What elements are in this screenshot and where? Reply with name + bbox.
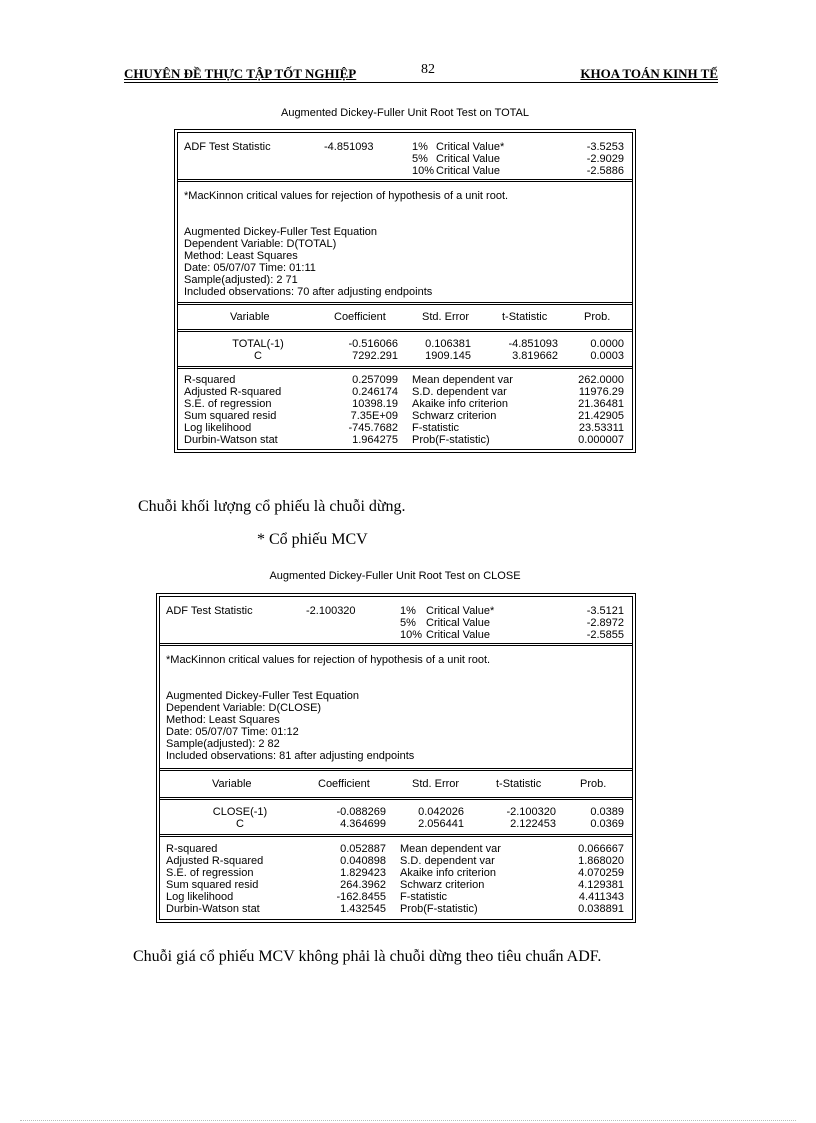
stat-label: Adjusted R-squared: [184, 386, 282, 398]
crit-value: -2.5886: [586, 165, 624, 177]
adf-label: ADF Test Statistic: [184, 141, 271, 153]
eq-line: Included observations: 81 after adjusting endpoints: [166, 750, 415, 762]
stat-label: Akaike info criterion: [400, 867, 496, 879]
stat-value: 0.000007: [578, 434, 624, 446]
stat-value: 1.868020: [578, 855, 624, 867]
stat-label: Durbin-Watson stat: [166, 903, 260, 915]
stat-label: S.E. of regression: [184, 398, 272, 410]
row-std-error: 0.106381: [425, 338, 471, 350]
row-coefficient: 4.364699: [340, 818, 386, 830]
stat-value: 0.038891: [578, 903, 624, 915]
page-number: 82: [421, 62, 435, 77]
col-header: t-Statistic: [502, 311, 548, 323]
eq-line: Date: 05/07/07 Time: 01:11: [184, 262, 316, 274]
eq-line: Augmented Dickey-Fuller Test Equation: [166, 690, 360, 702]
stat-label: Sum squared resid: [166, 879, 259, 891]
adf-section: [160, 597, 632, 646]
stat-label: R-squared: [184, 374, 236, 386]
stat-value: 0.246174: [352, 386, 398, 398]
stat-label: Schwarz criterion: [400, 879, 485, 891]
stat-value: 7.35E+09: [350, 410, 398, 422]
stat-label: Mean dependent var: [400, 843, 501, 855]
row-std-error: 0.042026: [418, 806, 464, 818]
stat-value: -162.8455: [336, 891, 386, 903]
stat-label: Akaike info criterion: [412, 398, 508, 410]
stat-label: S.E. of regression: [166, 867, 254, 879]
crit-level: 10%: [400, 629, 423, 641]
row-variable: TOTAL(-1): [232, 338, 284, 350]
stat-value: 23.53311: [578, 422, 624, 434]
row-t-statistic: -4.851093: [508, 338, 558, 350]
row-prob: 0.0003: [590, 350, 624, 362]
paragraph-conclusion-2: Chuỗi giá cổ phiếu MCV không phải là chuỗi dừng theo tiêu chuẩn ADF.: [133, 948, 602, 965]
crit-value: -2.8972: [586, 617, 624, 629]
adf-section: [178, 133, 632, 182]
stat-label: Prob(F-statistic): [400, 903, 478, 915]
stat-label: Schwarz criterion: [412, 410, 497, 422]
eq-line: Augmented Dickey-Fuller Test Equation: [184, 226, 378, 238]
stat-label: Log likelihood: [184, 422, 252, 434]
coefficient-rows: [160, 800, 632, 837]
col-header: Variable: [212, 778, 252, 790]
crit-label: Critical Value: [436, 165, 500, 177]
column-headers: [178, 305, 632, 332]
crit-level: 10%: [412, 165, 435, 177]
equation-section: [160, 646, 632, 771]
adf-label: ADF Test Statistic: [166, 605, 253, 617]
statistics-section: [178, 369, 632, 449]
row-variable: C: [254, 350, 262, 362]
header-left-title: CHUYÊN ĐỀ THỰC TẬP TỐT NGHIỆP: [124, 66, 357, 81]
col-header: Prob.: [584, 311, 611, 323]
crit-level: 5%: [400, 617, 416, 629]
crit-label: Critical Value: [436, 153, 500, 165]
crit-level: 1%: [412, 141, 428, 153]
row-std-error: 1909.145: [425, 350, 471, 362]
crit-value: -3.5121: [586, 605, 624, 617]
eq-line: Dependent Variable: D(TOTAL): [184, 238, 337, 250]
eq-line: Sample(adjusted): 2 71: [184, 274, 298, 286]
stat-value: 0.040898: [340, 855, 386, 867]
row-variable: CLOSE(-1): [212, 806, 268, 818]
row-t-statistic: -2.100320: [506, 806, 556, 818]
stat-label: S.D. dependent var: [400, 855, 495, 867]
eq-line: Method: Least Squares: [184, 250, 298, 262]
adf-value: -2.100320: [306, 605, 356, 617]
coefficient-rows: [178, 332, 632, 369]
row-t-statistic: 2.122453: [510, 818, 556, 830]
crit-level: 1%: [400, 605, 416, 617]
row-coefficient: -0.516066: [348, 338, 398, 350]
crit-label: Critical Value: [426, 629, 490, 641]
stat-value: 4.129381: [578, 879, 624, 891]
eq-line: Date: 05/07/07 Time: 01:12: [166, 726, 299, 738]
crit-label: Critical Value*: [426, 605, 495, 617]
col-header: t-Statistic: [496, 778, 542, 790]
stat-value: 264.3962: [340, 879, 386, 891]
stat-value: -745.7682: [348, 422, 398, 434]
equation-section: [178, 182, 632, 305]
row-prob: 0.0389: [590, 806, 624, 818]
stat-value: 0.257099: [352, 374, 398, 386]
col-header: Prob.: [580, 778, 607, 790]
table1-box: [174, 129, 636, 453]
table2-title: Augmented Dickey-Fuller Unit Root Test on CLOSE: [269, 570, 521, 582]
stat-label: Mean dependent var: [412, 374, 513, 386]
stat-label: F-statistic: [400, 891, 448, 903]
col-header: Coefficient: [318, 778, 370, 790]
paragraph-conclusion-1: Chuỗi khối lượng cổ phiếu là chuỗi dừng.: [138, 498, 406, 515]
stat-value: 1.432545: [340, 903, 386, 915]
stat-value: 21.36481: [578, 398, 624, 410]
crit-label: Critical Value*: [436, 141, 505, 153]
stat-value: 0.052887: [340, 843, 386, 855]
table1-title: Augmented Dickey-Fuller Unit Root Test on TOTAL: [280, 107, 529, 119]
col-header: Std. Error: [422, 311, 470, 323]
stat-value: 0.066667: [578, 843, 624, 855]
stat-value: 4.411343: [578, 891, 624, 903]
col-header: Coefficient: [334, 311, 386, 323]
mackinnon-note: *MacKinnon critical values for rejection of hypothesis of a unit root.: [184, 190, 509, 202]
eq-line: Included observations: 70 after adjusting endpoints: [184, 286, 433, 298]
row-coefficient: 7292.291: [352, 350, 398, 362]
crit-value: -2.5855: [586, 629, 624, 641]
row-std-error: 2.056441: [418, 818, 464, 830]
statistics-section: [160, 837, 632, 919]
page-header: [124, 62, 718, 83]
column-headers: [160, 771, 632, 800]
row-prob: 0.0369: [590, 818, 624, 830]
crit-value: -3.5253: [586, 141, 624, 153]
stat-label: Log likelihood: [166, 891, 234, 903]
adf-value: -4.851093: [324, 141, 374, 153]
stat-label: Adjusted R-squared: [166, 855, 264, 867]
stat-value: 4.070259: [578, 867, 624, 879]
stat-value: 21.42905: [578, 410, 624, 422]
stat-value: 1.829423: [340, 867, 386, 879]
header-right-title: KHOA TOÁN KINH TẾ: [580, 66, 718, 81]
crit-value: -2.9029: [586, 153, 624, 165]
table2-box: [156, 593, 636, 923]
stat-label: Prob(F-statistic): [412, 434, 490, 446]
stat-label: Durbin-Watson stat: [184, 434, 278, 446]
col-header: Std. Error: [412, 778, 460, 790]
stat-label: Sum squared resid: [184, 410, 277, 422]
mackinnon-note: *MacKinnon critical values for rejection of hypothesis of a unit root.: [166, 654, 491, 666]
stat-value: 11976.29: [578, 386, 624, 398]
row-prob: 0.0000: [590, 338, 624, 350]
stat-label: F-statistic: [412, 422, 460, 434]
stat-label: R-squared: [166, 843, 218, 855]
crit-label: Critical Value: [426, 617, 490, 629]
row-variable: C: [236, 818, 244, 830]
stat-label: S.D. dependent var: [412, 386, 507, 398]
eq-line: Dependent Variable: D(CLOSE): [166, 702, 322, 714]
stat-value: 10398.19: [352, 398, 398, 410]
row-t-statistic: 3.819662: [512, 350, 558, 362]
page-bottom-divider: [20, 1120, 796, 1121]
subheading-mcv: * Cổ phiếu MCV: [257, 531, 368, 548]
row-coefficient: -0.088269: [336, 806, 386, 818]
crit-level: 5%: [412, 153, 428, 165]
eq-line: Sample(adjusted): 2 82: [166, 738, 280, 750]
col-header: Variable: [230, 311, 270, 323]
eq-line: Method: Least Squares: [166, 714, 280, 726]
stat-value: 1.964275: [352, 434, 398, 446]
stat-value: 262.0000: [578, 374, 624, 386]
